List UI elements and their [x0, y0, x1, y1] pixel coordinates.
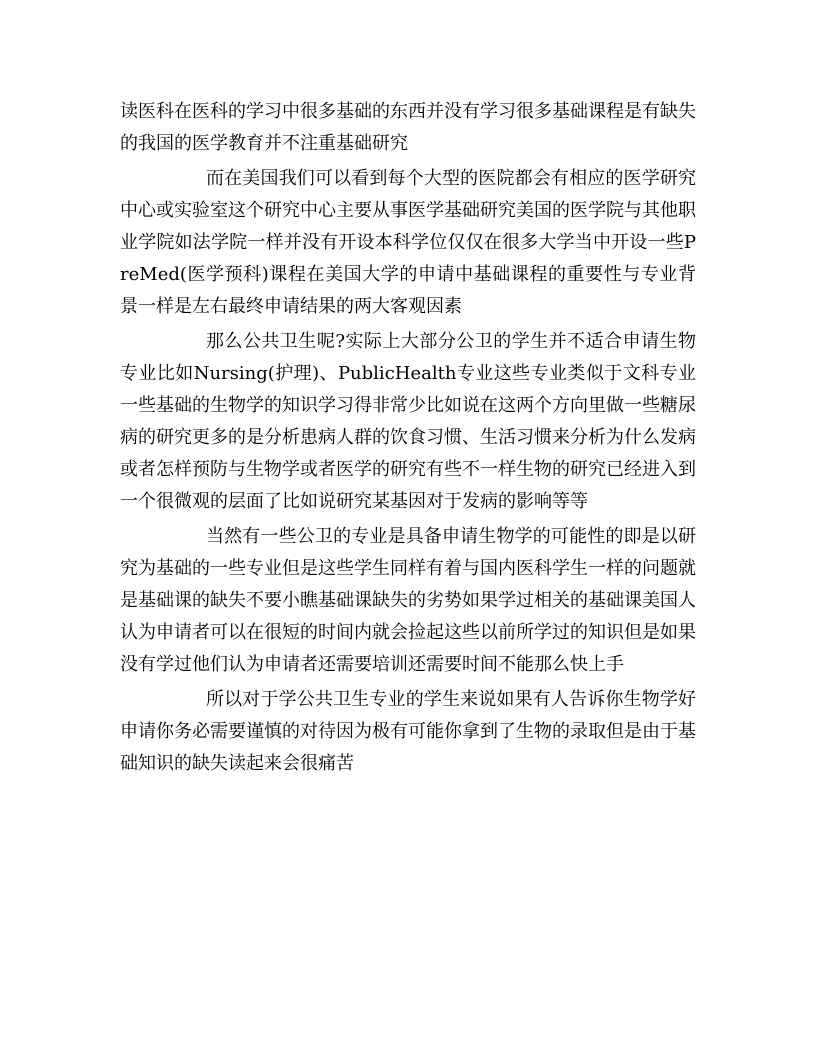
paragraph-2: 而在美国我们可以看到每个大型的医院都会有相应的医学研究中心或实验室这个研究中心主要从事医学基础研究美国的医学院与其他职业学院如法学院一样并没有开设本科学位仅仅在很多大学当中开设一些PreMed(医学预科)课程在美国大学的申请中基础课程的重要性与专业背景一样是左右最终申请结果的两大客观因素: [120, 168, 696, 317]
document-body: [120, 96, 696, 783]
paragraph-4: 当然有一些公卫的专业是具备申请生物学的可能性的即是以研究为基础的一些专业但是这些学生同样有着与国内医科学生一样的问题就是基础课的缺失不要小瞧基础课缺失的劣势如果学过相关的基础课美国人认为申请者可以在很短的时间内就会捡起这些以前所学过的知识但是如果没有学过他们认为申请者还需要培训还需要时间不能那么快上手: [120, 526, 696, 675]
paragraph-5: 所以对于学公共卫生专业的学生来说如果有人告诉你生物学好申请你务必需要谨慎的对待因为极有可能你拿到了生物的录取但是由于基础知识的缺失读起来会很痛苦: [120, 689, 696, 774]
paragraph-3: 那么公共卫生呢?实际上大部分公卫的学生并不适合申请生物专业比如Nursing(护理)、PublicHealth专业这些专业类似于文科专业一些基础的生物学的知识学习得非常少比如说在这两个方向里做一些糖尿病的研究更多的是分析患病人群的饮食习惯、生活习惯来分析为什么发病或者怎样预防与生物学或者医学的研究有些不一样生物的研究已经进入到一个很微观的层面了比如说研究某基因对于发病的影响等等: [120, 331, 696, 512]
paragraph-1: 读医科在医科的学习中很多基础的东西并没有学习很多基础课程是有缺失的我国的医学教育并不注重基础研究: [120, 101, 696, 154]
